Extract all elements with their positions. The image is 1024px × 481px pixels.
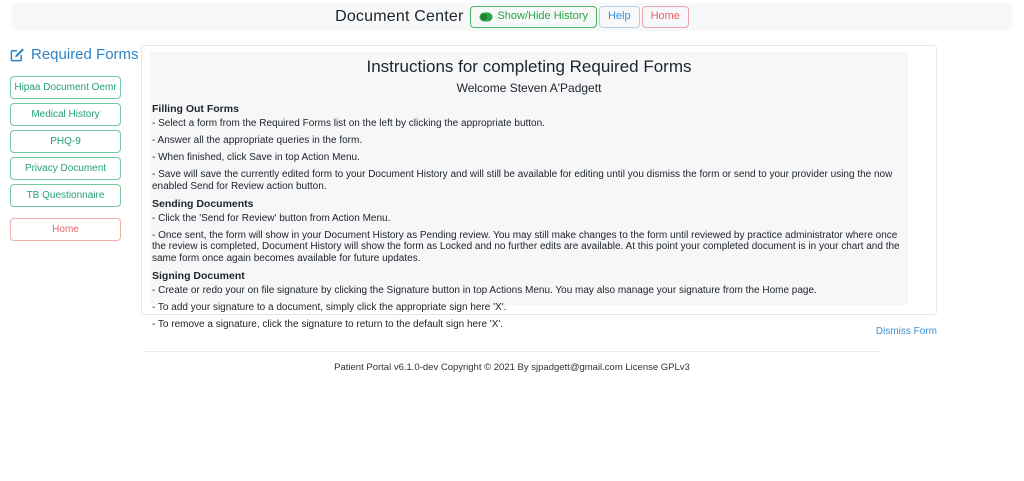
instruction-bullet: - When finished, click Save in top Action Menu. — [152, 152, 360, 163]
edit-pencil-square-icon — [10, 47, 25, 62]
instruction-bullet: - Click the 'Send for Review' button from Action Menu. — [152, 212, 391, 224]
welcome-message: Welcome Steven A'Padgett — [456, 81, 602, 95]
show-hide-history-button[interactable] — [470, 6, 596, 27]
sidebar-home-button[interactable]: Home — [10, 218, 121, 241]
top-navbar — [12, 3, 1012, 31]
instruction-bullet: - To remove a signature, click the signature to return to the default sign here 'X'. — [152, 318, 504, 330]
section-heading-sending-documents: Sending Documents — [152, 197, 254, 210]
instruction-bullet: - Select a form from the Required Forms list on the left by clicking the appropriate button. — [152, 118, 545, 129]
home-button-nav[interactable] — [642, 6, 689, 27]
sidebar-heading-label: Required Forms — [31, 46, 139, 63]
footer-divider — [144, 351, 880, 352]
instruction-bullet: - Once sent, the form will show in your Document History as Pending review. You may still make changes to the form until reviewed by practice administrator where once the review is completed, Document History will show the form as Locked and no further edits are available. At this point your completed document is in your chart and the same form once again becomes available for future updates. — [152, 229, 900, 264]
page-title: Document Center — [335, 8, 464, 25]
show-hide-history-label: Show/Hide History — [497, 10, 588, 23]
instructions-title: Instructions for completing Required Forms — [366, 57, 692, 76]
instruction-bullet: - Create or redo your on file signature by clicking the Signature button in top Actions Menu. You may also manage your signature from the Home page. — [152, 284, 817, 296]
instruction-bullet: - Answer all the appropriate queries in the form. — [152, 135, 363, 146]
navbar-button-group — [470, 6, 688, 27]
sidebar-heading — [10, 46, 139, 63]
toggle-on-icon — [479, 12, 493, 22]
footer-copyright: Patient Portal v6.1.0-dev Copyright © 2021 By sjpadgett@gmail.com License GPLv3 — [334, 362, 690, 373]
document-card — [141, 45, 937, 330]
sidebar-form-button-privacy[interactable]: Privacy Document — [10, 157, 121, 180]
instructions-panel — [150, 52, 908, 330]
sidebar-form-button-medical-history[interactable]: Medical History — [10, 103, 121, 126]
home-nav-label: Home — [650, 10, 680, 23]
help-button[interactable] — [599, 6, 640, 27]
sidebar-form-button-hipaa[interactable]: Hipaa Document Oemr — [10, 76, 121, 99]
sidebar-form-button-phq9[interactable]: PHQ-9 — [10, 130, 121, 153]
required-forms-sidebar — [10, 46, 139, 245]
instruction-bullet: - Save will save the currently edited form to your Document History and will still be available for editing until you dismiss the form or send to your provider using the now enabled Send for Review action button. — [152, 169, 893, 192]
section-heading-signing-document: Signing Document — [152, 269, 245, 282]
help-label: Help — [607, 10, 631, 23]
section-heading-filling-out-forms: Filling Out Forms — [152, 103, 239, 115]
dismiss-form-link[interactable]: Dismiss Form — [875, 326, 937, 337]
dismiss-row — [141, 318, 937, 339]
instruction-bullet: - To add your signature to a document, simply click the appropriate sign here 'X'. — [152, 301, 507, 313]
sidebar-form-button-tb-questionnaire[interactable]: TB Questionnaire — [10, 184, 121, 207]
